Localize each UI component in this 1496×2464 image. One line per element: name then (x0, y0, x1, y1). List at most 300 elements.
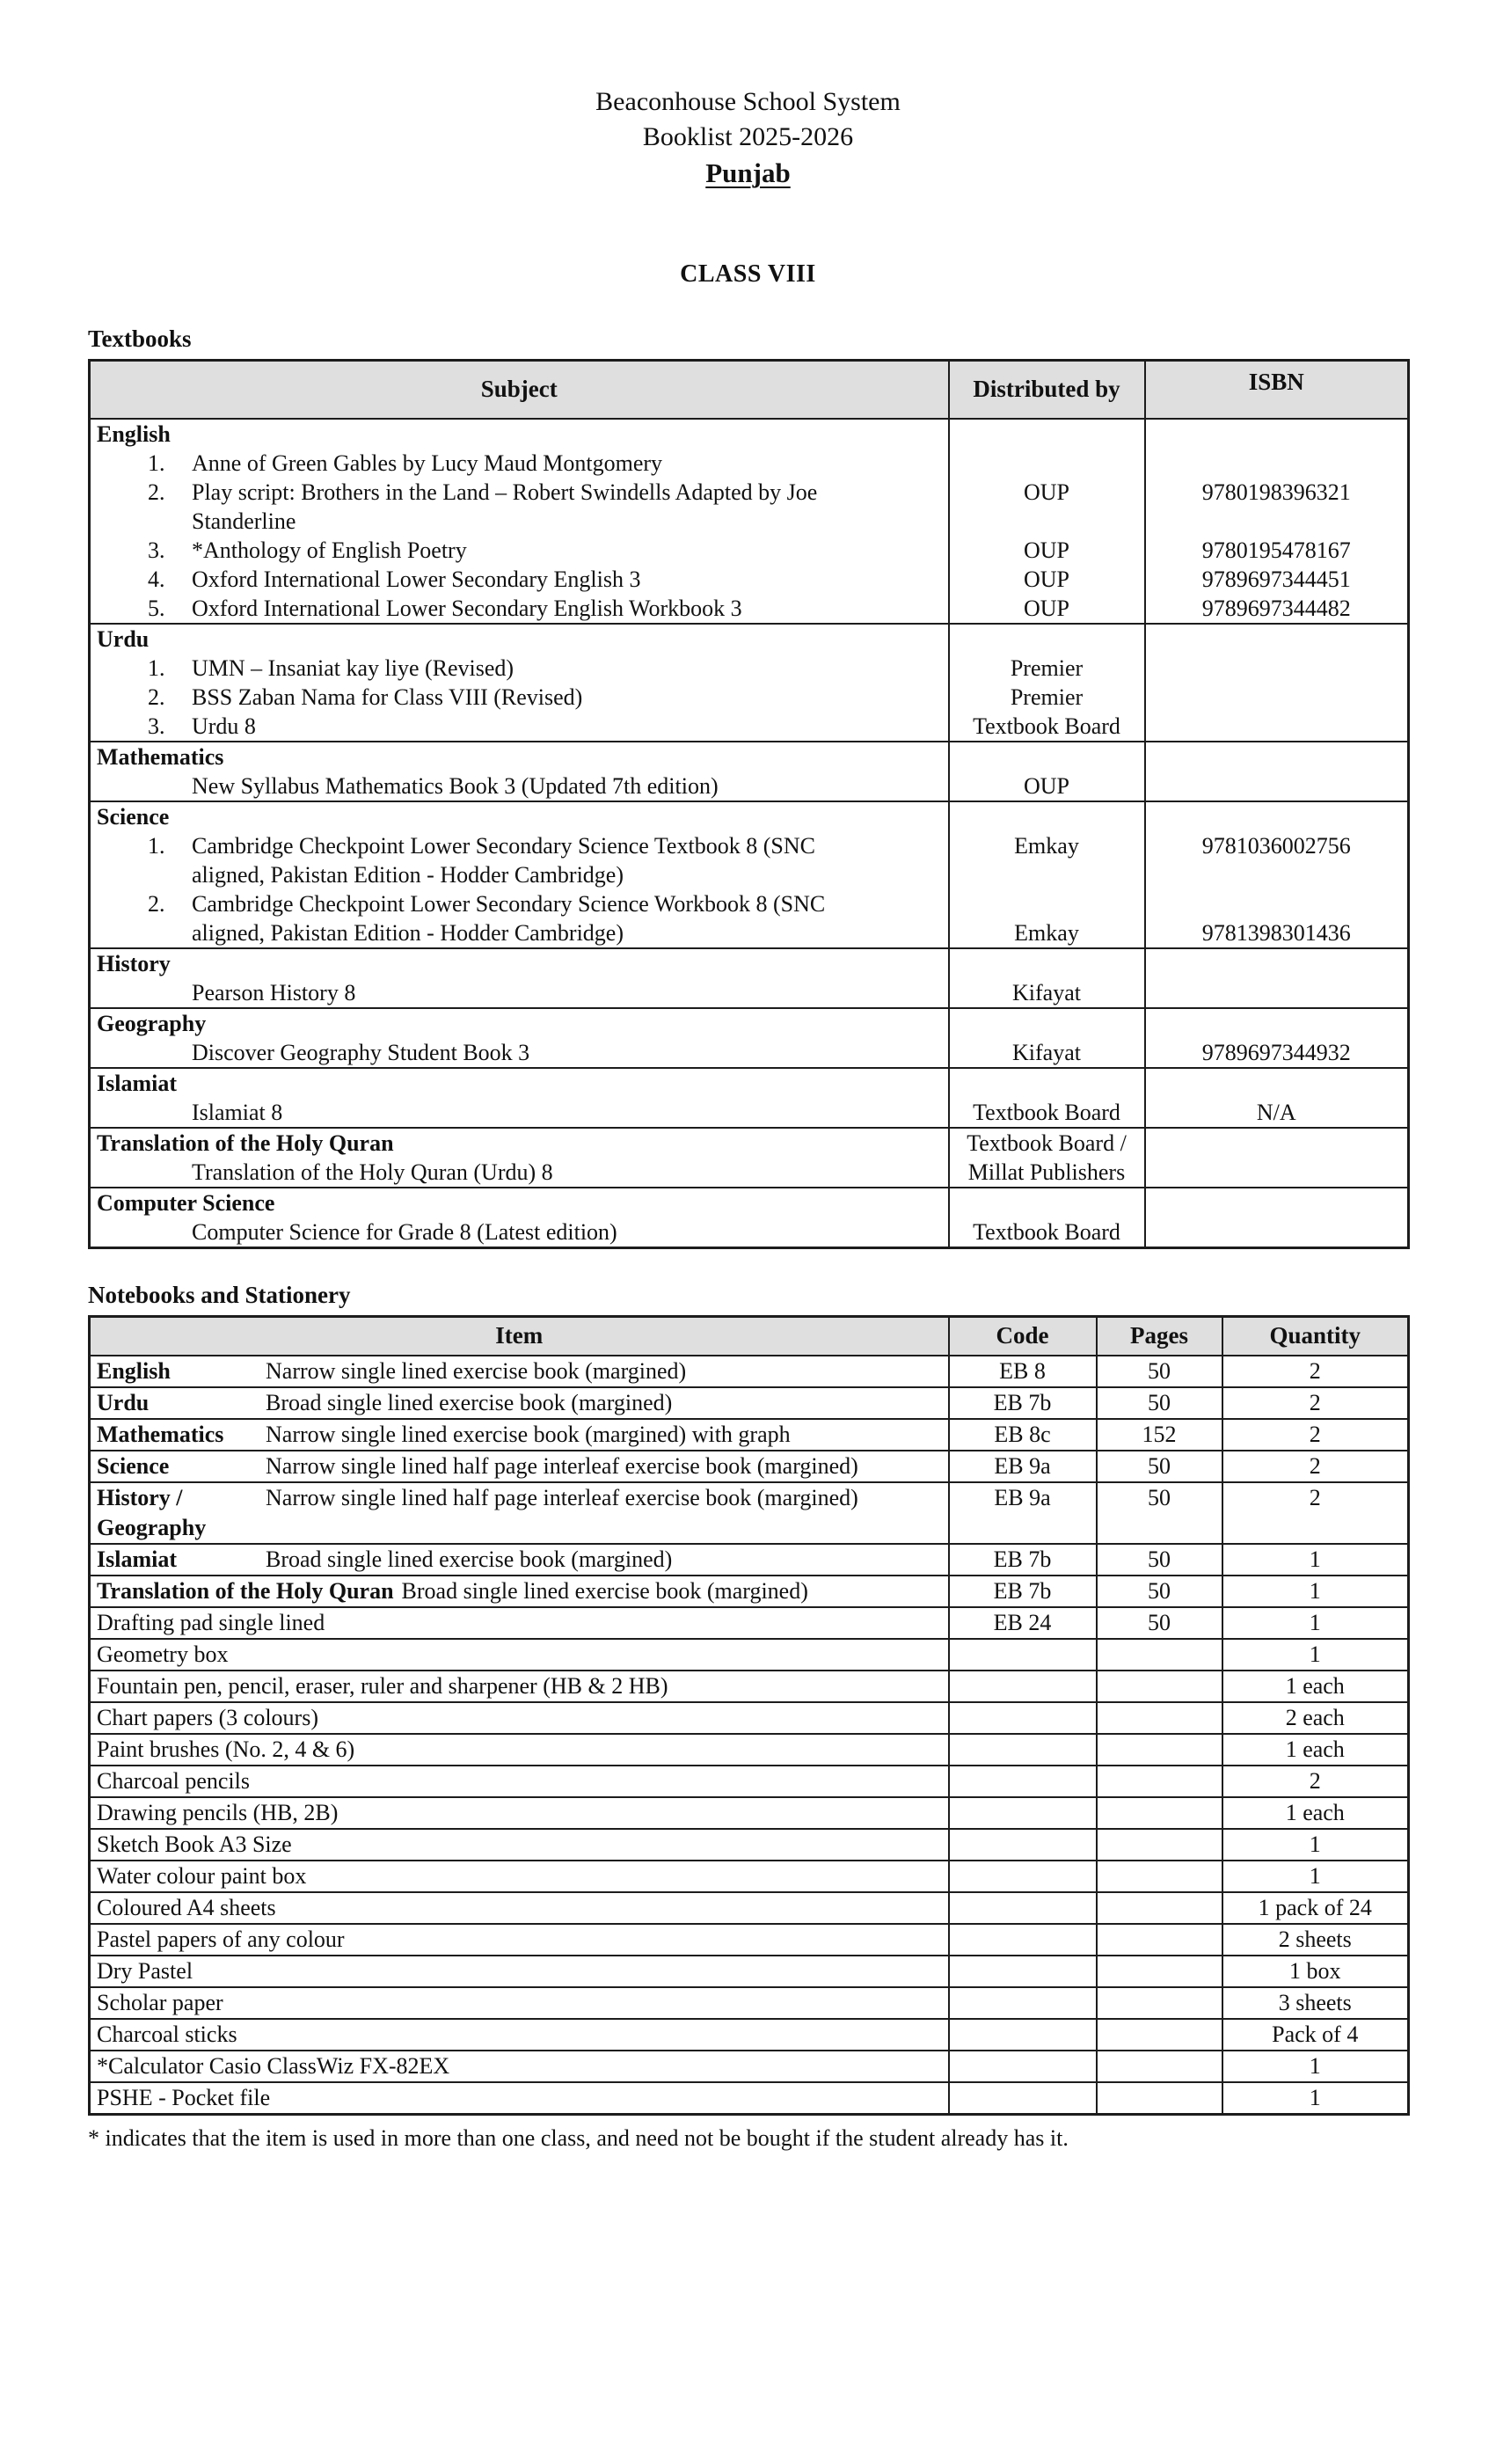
stationery-row (90, 1419, 1409, 1451)
stationery-row (90, 1702, 1409, 1734)
item-description: Charcoal sticks (97, 2022, 237, 2047)
subject-text: aligned, Pakistan Edition - Hodder Cambridge) (192, 919, 624, 946)
item-description: Broad single lined exercise book (margined) (266, 1546, 673, 1572)
item-label: Urdu (97, 1390, 150, 1415)
subject-name (90, 1008, 949, 1038)
stationery-row (90, 1387, 1409, 1419)
subject-text: Anne of Green Gables by Lucy Maud Montgomery (192, 450, 663, 476)
stationery-row (90, 1829, 1409, 1861)
stationery-row (90, 1987, 1409, 2019)
item-cell (90, 2082, 949, 2115)
distributor-cell (949, 948, 1145, 978)
book-title (90, 683, 949, 712)
subject-text: Standerline (192, 508, 296, 534)
textbook-line-row (90, 449, 1409, 478)
code-cell: EB 9a (949, 1451, 1097, 1482)
item-cell (90, 1892, 949, 1924)
stationery-row (90, 2082, 1409, 2115)
stationery-row (90, 1797, 1409, 1829)
distributor-cell: Kifayat (949, 1038, 1145, 1068)
book-title (90, 978, 949, 1008)
item-flex (97, 1608, 948, 1638)
textbook-line-row (90, 742, 1409, 771)
quantity-cell: 2 each (1222, 1702, 1409, 1734)
subject-text: Discover Geography Student Book 3 (192, 1039, 530, 1065)
item-description: Pastel papers of any colour (97, 1927, 345, 1952)
distributor-cell (949, 801, 1145, 831)
quantity-cell: 1 each (1222, 1797, 1409, 1829)
col-header-isbn: ISBN (1145, 361, 1409, 419)
isbn-cell: 9781398301436 (1145, 918, 1409, 948)
pages-cell: 152 (1097, 1419, 1222, 1451)
pages-cell: 50 (1097, 1482, 1222, 1544)
isbn-cell (1145, 1008, 1409, 1038)
distributor-cell (949, 624, 1145, 654)
subject-text: Cambridge Checkpoint Lower Secondary Science Textbook 8 (SNC (192, 832, 815, 859)
code-cell (949, 2082, 1097, 2115)
item-number: 3. (148, 713, 165, 739)
textbooks-table (88, 359, 1410, 1249)
distributor-cell (949, 889, 1145, 918)
item-flex (97, 1356, 948, 1386)
subject-text: New Syllabus Mathematics Book 3 (Updated 7th edition) (192, 772, 719, 799)
quantity-cell: 1 (1222, 1607, 1409, 1639)
item-number: 4. (148, 566, 165, 592)
item-cell (90, 1734, 949, 1766)
quantity-cell: 2 (1222, 1419, 1409, 1451)
isbn-cell (1145, 419, 1409, 449)
textbook-line-row (90, 1008, 1409, 1038)
item-label: Mathematics (97, 1422, 224, 1447)
quantity-cell: 2 (1222, 1387, 1409, 1419)
item-description: Scholar paper (97, 1990, 223, 2015)
footnote: * indicates that the item is used in more than one class, and need not be bought if the student already has it. (88, 2125, 1069, 2151)
quantity-cell: 1 box (1222, 1956, 1409, 1987)
book-title (90, 654, 949, 683)
code-cell: EB 7b (949, 1387, 1097, 1419)
book-title (90, 1217, 949, 1248)
col-header-subject: Subject (90, 361, 949, 419)
quantity-cell: 1 (1222, 1861, 1409, 1892)
item-description: Coloured A4 sheets (97, 1895, 276, 1920)
pages-cell (1097, 1734, 1222, 1766)
item-cell (90, 1797, 949, 1829)
distributor-cell (949, 449, 1145, 478)
region-title: Punjab (705, 157, 791, 188)
item-cell (90, 1607, 949, 1639)
stationery-row (90, 1924, 1409, 1956)
isbn-cell (1145, 978, 1409, 1008)
code-cell (949, 1987, 1097, 2019)
quantity-cell: 1 each (1222, 1671, 1409, 1702)
pages-cell (1097, 1671, 1222, 1702)
quantity-cell: 3 sheets (1222, 1987, 1409, 2019)
item-label: Translation of the Holy Quran (97, 1578, 394, 1604)
item-label: History / Geography (97, 1485, 207, 1540)
quantity-cell: 1 (1222, 2051, 1409, 2082)
pages-cell (1097, 1861, 1222, 1892)
subject-name (90, 948, 949, 978)
isbn-cell: 9780198396321 (1145, 478, 1409, 507)
book-title (90, 918, 949, 948)
code-cell (949, 1702, 1097, 1734)
item-description: Fountain pen, pencil, eraser, ruler and sharpener (HB & 2 HB) (97, 1673, 668, 1699)
stationery-header-row (90, 1316, 1409, 1356)
isbn-cell (1145, 889, 1409, 918)
item-number: 2. (148, 479, 165, 505)
textbook-line-row (90, 771, 1409, 801)
subject-name (90, 419, 949, 449)
stationery-row (90, 2051, 1409, 2082)
subject-text: BSS Zaban Nama for Class VIII (Revised) (192, 684, 583, 710)
quantity-cell: 1 (1222, 1576, 1409, 1607)
distributor-cell: OUP (949, 536, 1145, 565)
item-cell (90, 1482, 949, 1544)
distributor-cell: Textbook Board (949, 712, 1145, 742)
item-description: Broad single lined exercise book (margined) (401, 1578, 808, 1604)
subject-text: aligned, Pakistan Edition - Hodder Cambridge) (192, 861, 624, 888)
textbook-line-row (90, 565, 1409, 594)
item-number: 1. (148, 832, 165, 859)
code-cell: EB 8 (949, 1356, 1097, 1387)
item-flex (97, 1420, 948, 1450)
quantity-cell: 2 (1222, 1766, 1409, 1797)
textbook-line-row (90, 1068, 1409, 1098)
item-flex (97, 1988, 948, 2018)
distributor-cell: Textbook Board (949, 1098, 1145, 1128)
textbook-line-row (90, 1098, 1409, 1128)
textbook-line-row (90, 831, 1409, 860)
col-header-quantity: Quantity (1222, 1316, 1409, 1356)
book-title (90, 1038, 949, 1068)
code-cell (949, 1892, 1097, 1924)
item-cell (90, 1451, 949, 1482)
item-cell (90, 1766, 949, 1797)
quantity-cell: 2 (1222, 1356, 1409, 1387)
stationery-row (90, 1356, 1409, 1387)
item-cell (90, 1829, 949, 1861)
subject-text: Urdu 8 (192, 713, 256, 739)
subject-text: Geography (97, 1010, 207, 1036)
item-number: 1. (148, 654, 165, 681)
isbn-cell (1145, 1188, 1409, 1217)
quantity-cell: 2 (1222, 1482, 1409, 1544)
pages-cell: 50 (1097, 1607, 1222, 1639)
stationery-row (90, 1766, 1409, 1797)
quantity-cell: 1 each (1222, 1734, 1409, 1766)
textbook-line-row (90, 801, 1409, 831)
pages-cell (1097, 2051, 1222, 2082)
textbook-line-row (90, 889, 1409, 918)
isbn-cell: N/A (1145, 1098, 1409, 1128)
subject-text: UMN – Insaniat kay liye (Revised) (192, 654, 514, 681)
subject-text: *Anthology of English Poetry (192, 537, 467, 563)
stationery-row (90, 1892, 1409, 1924)
isbn-cell (1145, 1158, 1409, 1188)
stationery-row (90, 2019, 1409, 2051)
book-title (90, 889, 949, 918)
distributor-cell: Textbook Board (949, 1217, 1145, 1248)
item-description: Narrow single lined exercise book (margined) with graph (266, 1422, 791, 1447)
pages-cell: 50 (1097, 1356, 1222, 1387)
textbook-line-row (90, 624, 1409, 654)
quantity-cell: 1 (1222, 2082, 1409, 2115)
book-title (90, 594, 949, 624)
distributor-cell (949, 507, 1145, 536)
org-title: Beaconhouse School System (595, 87, 901, 116)
item-description: Paint brushes (No. 2, 4 & 6) (97, 1736, 355, 1762)
col-header-pages: Pages (1097, 1316, 1222, 1356)
item-cell (90, 1861, 949, 1892)
stationery-row (90, 1734, 1409, 1766)
item-cell (90, 1544, 949, 1576)
item-flex (97, 1893, 948, 1923)
pages-cell (1097, 1892, 1222, 1924)
book-title (90, 478, 949, 507)
stationery-row (90, 1956, 1409, 1987)
subject-name (90, 1128, 949, 1158)
item-description: Geometry box (97, 1641, 229, 1667)
book-title (90, 771, 949, 801)
item-cell (90, 1419, 949, 1451)
isbn-cell (1145, 948, 1409, 978)
item-flex (97, 1388, 948, 1418)
item-flex (97, 1576, 948, 1606)
item-label: English (97, 1358, 171, 1384)
pages-cell (1097, 1702, 1222, 1734)
item-description: Chart papers (3 colours) (97, 1705, 318, 1730)
item-description: Drawing pencils (HB, 2B) (97, 1800, 339, 1825)
item-flex (97, 2051, 948, 2081)
code-cell (949, 1924, 1097, 1956)
item-description: *Calculator Casio ClassWiz FX-82EX (97, 2053, 450, 2079)
distributor-cell: OUP (949, 565, 1145, 594)
subject-text: Translation of the Holy Quran (Urdu) 8 (192, 1159, 553, 1185)
item-number: 2. (148, 890, 165, 917)
item-flex (97, 1798, 948, 1828)
pages-cell: 50 (1097, 1387, 1222, 1419)
stationery-row (90, 1607, 1409, 1639)
stationery-section-label: Notebooks and Stationery (88, 1281, 351, 1308)
pages-cell (1097, 1797, 1222, 1829)
subject-text: Computer Science (97, 1189, 275, 1216)
isbn-cell (1145, 1128, 1409, 1158)
item-flex (97, 1483, 948, 1543)
subject-name (90, 742, 949, 771)
item-cell (90, 1576, 949, 1607)
subject-text: Cambridge Checkpoint Lower Secondary Science Workbook 8 (SNC (192, 890, 826, 917)
pages-cell (1097, 1829, 1222, 1861)
book-title (90, 565, 949, 594)
code-cell (949, 2019, 1097, 2051)
item-number: 3. (148, 537, 165, 563)
textbook-line-row (90, 1038, 1409, 1068)
item-description: Narrow single lined half page interleaf exercise book (margined) (266, 1485, 858, 1510)
item-cell (90, 1956, 949, 1987)
textbooks-header-row (90, 361, 1409, 419)
isbn-cell: 9781036002756 (1145, 831, 1409, 860)
subject-text: Oxford International Lower Secondary English 3 (192, 566, 641, 592)
item-cell (90, 1924, 949, 1956)
textbooks-section-label: Textbooks (88, 325, 192, 352)
item-description: Charcoal pencils (97, 1768, 250, 1794)
distributor-cell (949, 419, 1145, 449)
subject-text: Translation of the Holy Quran (97, 1130, 394, 1156)
textbook-line-row (90, 918, 1409, 948)
subject-name (90, 1068, 949, 1098)
quantity-cell: 1 pack of 24 (1222, 1892, 1409, 1924)
textbook-line-row (90, 712, 1409, 742)
isbn-cell (1145, 712, 1409, 742)
col-header-code: Code (949, 1316, 1097, 1356)
code-cell (949, 1671, 1097, 1702)
item-flex (97, 1640, 948, 1670)
subject-text: History (97, 950, 171, 976)
item-description: Water colour paint box (97, 1863, 307, 1889)
subject-text: Oxford International Lower Secondary English Workbook 3 (192, 595, 742, 621)
item-cell (90, 2051, 949, 2082)
code-cell (949, 1829, 1097, 1861)
isbn-cell (1145, 1217, 1409, 1248)
textbook-line-row (90, 1158, 1409, 1188)
item-number: 5. (148, 595, 165, 621)
distributor-cell: Emkay (949, 831, 1145, 860)
stationery-row (90, 1482, 1409, 1544)
textbook-line-row (90, 978, 1409, 1008)
book-title (90, 507, 949, 536)
item-description: Dry Pastel (97, 1958, 193, 1984)
item-cell (90, 1671, 949, 1702)
item-cell (90, 1356, 949, 1387)
item-label: Islamiat (97, 1546, 177, 1572)
textbook-line-row (90, 594, 1409, 624)
code-cell (949, 2051, 1097, 2082)
quantity-cell: 1 (1222, 1639, 1409, 1671)
textbook-line-row (90, 1188, 1409, 1217)
code-cell: EB 9a (949, 1482, 1097, 1544)
textbook-line-row (90, 419, 1409, 449)
isbn-cell (1145, 654, 1409, 683)
distributor-cell: OUP (949, 478, 1145, 507)
item-description: Narrow single lined half page interleaf exercise book (margined) (266, 1453, 858, 1479)
item-flex (97, 1766, 948, 1796)
code-cell (949, 1797, 1097, 1829)
stationery-row (90, 1451, 1409, 1482)
isbn-cell (1145, 860, 1409, 889)
item-flex (97, 1925, 948, 1955)
subject-text: English (97, 420, 171, 447)
pages-cell (1097, 2082, 1222, 2115)
code-cell (949, 1734, 1097, 1766)
textbook-line-row (90, 860, 1409, 889)
book-title (90, 712, 949, 742)
isbn-cell (1145, 683, 1409, 712)
subject-text: Urdu (97, 625, 150, 652)
textbook-line-row (90, 1217, 1409, 1248)
item-flex (97, 1830, 948, 1860)
item-cell (90, 1387, 949, 1419)
subject-text: Mathematics (97, 743, 224, 770)
textbook-line-row (90, 948, 1409, 978)
stationery-row (90, 1544, 1409, 1576)
stationery-row (90, 1861, 1409, 1892)
subject-name (90, 1188, 949, 1217)
subject-text: Islamiat 8 (192, 1099, 283, 1125)
item-cell (90, 1702, 949, 1734)
distributor-cell (949, 1068, 1145, 1098)
item-flex (97, 1956, 948, 1986)
document-header (0, 0, 1496, 192)
code-cell: EB 8c (949, 1419, 1097, 1451)
item-flex (97, 1671, 948, 1701)
item-cell (90, 2019, 949, 2051)
textbook-line-row (90, 478, 1409, 507)
isbn-cell (1145, 624, 1409, 654)
pages-cell: 50 (1097, 1576, 1222, 1607)
isbn-cell (1145, 801, 1409, 831)
distributor-cell: Millat Publishers (949, 1158, 1145, 1188)
quantity-cell: 2 sheets (1222, 1924, 1409, 1956)
book-title (90, 831, 949, 860)
distributor-cell (949, 1188, 1145, 1217)
distributor-cell: OUP (949, 771, 1145, 801)
code-cell (949, 1766, 1097, 1797)
isbn-cell: 9789697344482 (1145, 594, 1409, 624)
distributor-cell: Kifayat (949, 978, 1145, 1008)
item-description: Broad single lined exercise book (margined) (266, 1390, 673, 1415)
book-title (90, 1158, 949, 1188)
item-flex (97, 2083, 948, 2113)
item-description: Sketch Book A3 Size (97, 1832, 292, 1857)
pages-cell (1097, 1987, 1222, 2019)
item-flex (97, 1545, 948, 1575)
stationery-row (90, 1639, 1409, 1671)
stationery-row (90, 1576, 1409, 1607)
booklist-title: Booklist 2025-2026 (642, 122, 854, 151)
code-cell: EB 7b (949, 1576, 1097, 1607)
item-flex (97, 2020, 948, 2050)
subject-text: Pearson History 8 (192, 979, 356, 1005)
isbn-cell (1145, 449, 1409, 478)
item-number: 2. (148, 684, 165, 710)
subject-text: Play script: Brothers in the Land – Robert Swindells Adapted by Joe (192, 479, 818, 505)
book-title (90, 536, 949, 565)
item-cell (90, 1639, 949, 1671)
textbook-line-row (90, 683, 1409, 712)
pages-cell (1097, 1766, 1222, 1797)
item-description: PSHE - Pocket file (97, 2085, 271, 2110)
isbn-cell (1145, 771, 1409, 801)
distributor-cell: Textbook Board / (949, 1128, 1145, 1158)
code-cell: EB 7b (949, 1544, 1097, 1576)
item-flex (97, 1703, 948, 1733)
isbn-cell: 9780195478167 (1145, 536, 1409, 565)
textbook-line-row (90, 507, 1409, 536)
book-title (90, 1098, 949, 1128)
item-description: Narrow single lined exercise book (margined) (266, 1358, 687, 1384)
textbook-line-row (90, 536, 1409, 565)
pages-cell (1097, 2019, 1222, 2051)
textbook-line-row (90, 654, 1409, 683)
distributor-cell: Premier (949, 654, 1145, 683)
col-header-item: Item (90, 1316, 949, 1356)
item-description: Drafting pad single lined (97, 1610, 325, 1635)
distributor-cell: Premier (949, 683, 1145, 712)
isbn-cell (1145, 1068, 1409, 1098)
textbook-line-row (90, 1128, 1409, 1158)
isbn-cell (1145, 742, 1409, 771)
subject-text: Islamiat (97, 1070, 177, 1096)
